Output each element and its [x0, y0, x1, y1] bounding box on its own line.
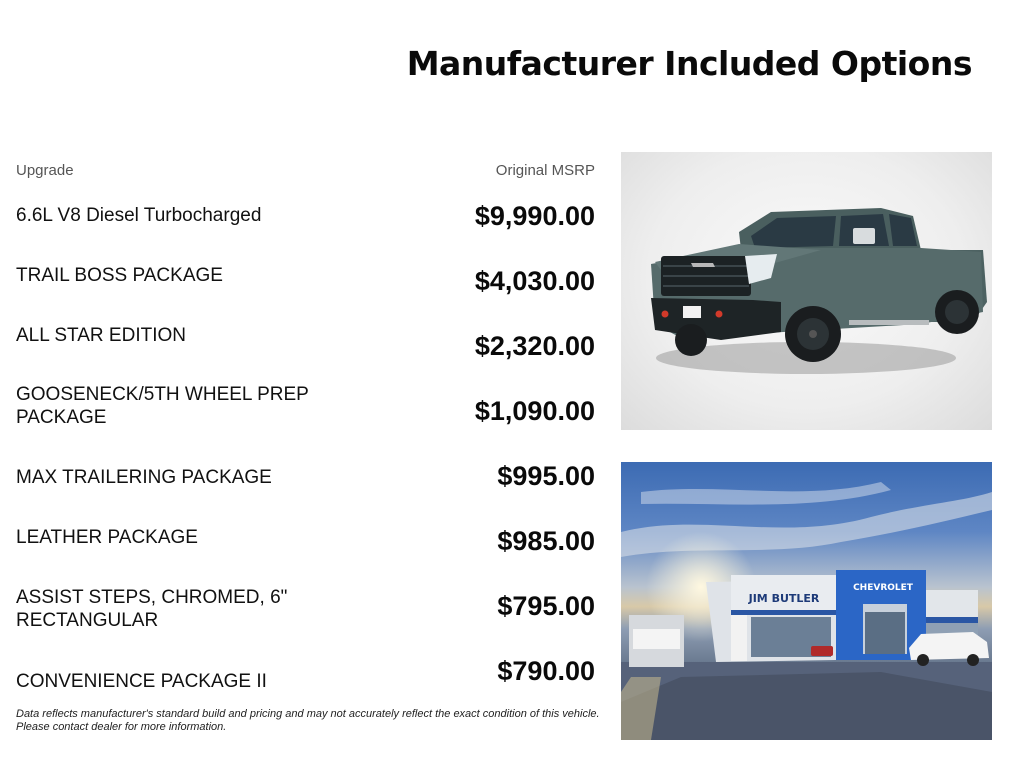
option-price: $985.00 [497, 526, 595, 556]
option-price: $795.00 [497, 591, 595, 621]
option-label: CONVENIENCE PACKAGE II [16, 671, 267, 692]
option-label: GOOSENECK/5TH WHEEL PREP PACKAGE [16, 384, 309, 428]
disclaimer [16, 708, 616, 734]
option-label: LEATHER PACKAGE [16, 527, 198, 548]
option-price: $2,320.00 [474, 331, 595, 361]
option-price: $790.00 [497, 656, 595, 686]
option-price: $995.00 [497, 461, 595, 491]
column-header-msrp: Original MSRP [495, 162, 595, 179]
option-price: $1,090.00 [474, 396, 595, 426]
option-price: $4,030.00 [474, 266, 595, 296]
option-label: ALL STAR EDITION [16, 325, 186, 346]
dealership-photo [621, 462, 992, 740]
column-header-upgrade: Upgrade [16, 162, 74, 179]
page-title: Manufacturer Included Options [406, 44, 972, 83]
option-label: ASSIST STEPS, CHROMED, 6" RECTANGULAR [16, 587, 288, 631]
truck-illustration [621, 152, 992, 430]
brand-sign-text: CHEVROLET [853, 583, 913, 593]
truck-photo [621, 152, 992, 430]
option-label: 6.6L V8 Diesel Turbocharged [16, 205, 262, 226]
option-price: $9,990.00 [474, 201, 595, 231]
disclaimer-line-2: Please contact dealer for more information. [16, 721, 227, 733]
dealership-illustration [621, 462, 992, 740]
option-label: TRAIL BOSS PACKAGE [16, 265, 223, 286]
dealer-sign-text: JIM BUTLER [748, 592, 820, 605]
option-label: MAX TRAILERING PACKAGE [16, 467, 272, 488]
disclaimer-line-1: Data reflects manufacturer's standard build and pricing and may not accurately reflect the exact condition of this vehicle. [16, 708, 600, 720]
